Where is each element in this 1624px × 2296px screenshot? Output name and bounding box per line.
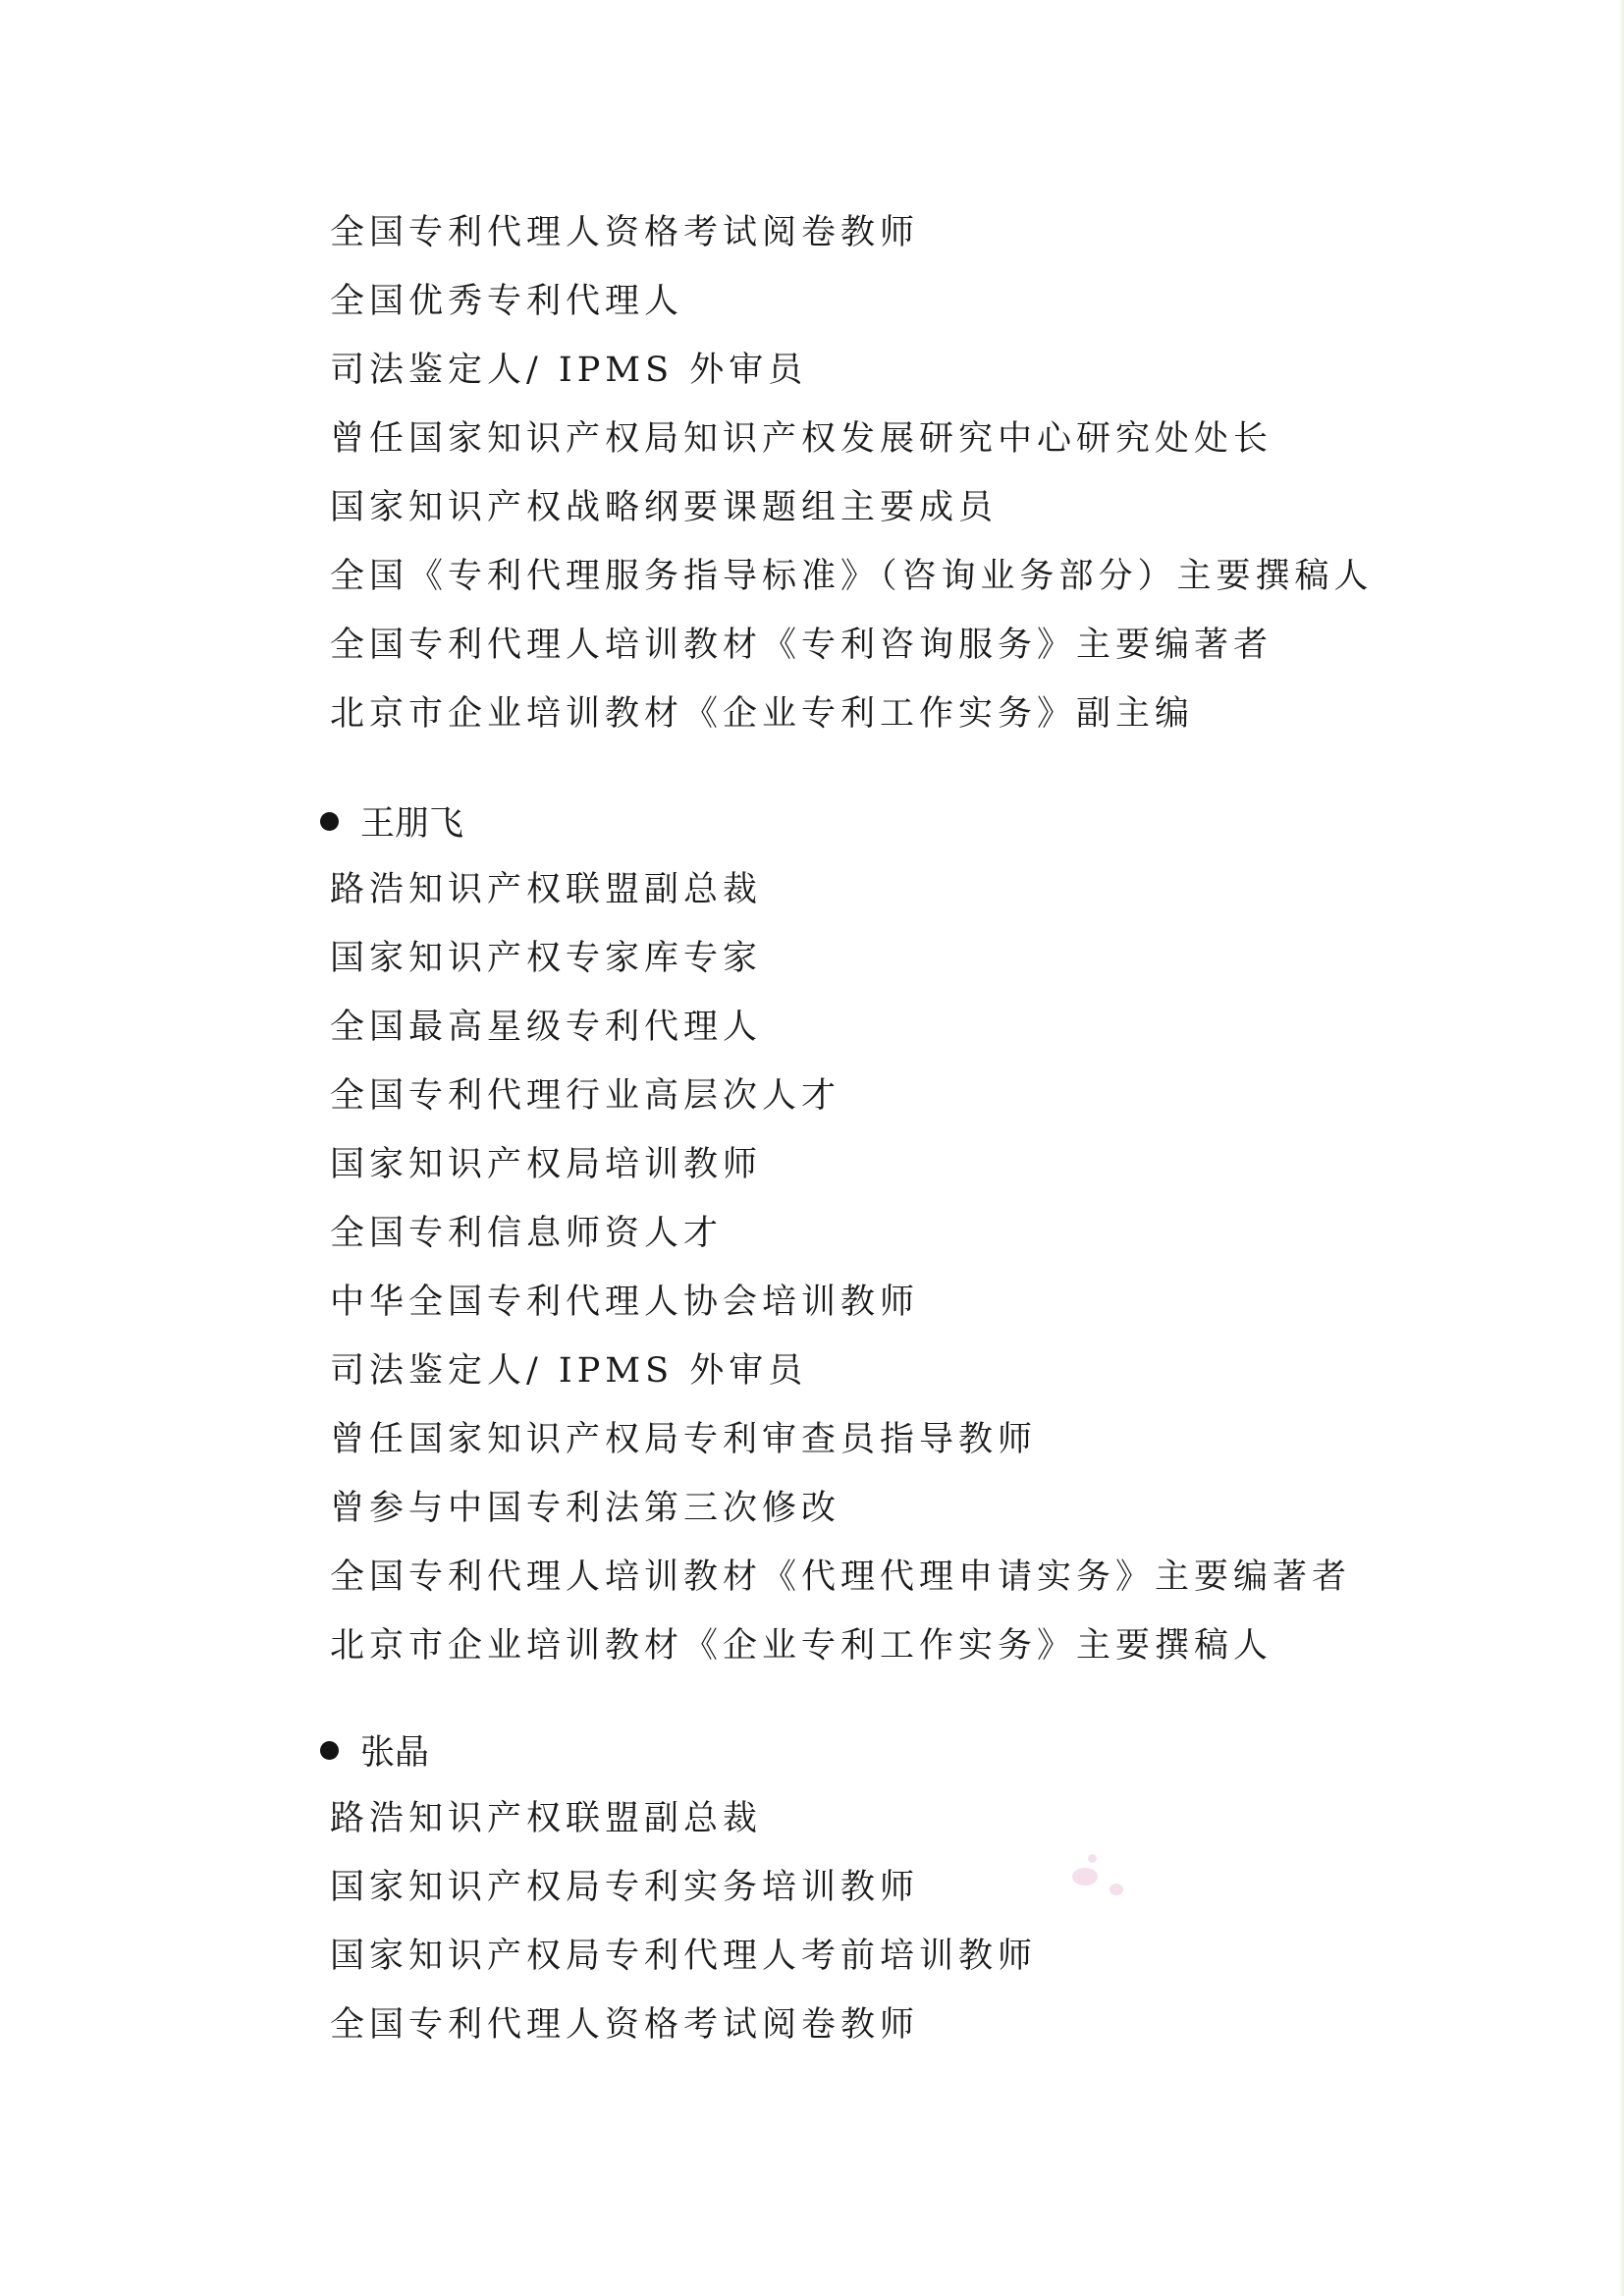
list-item: 北京市企业培训教材《企业专利工作实务》副主编 bbox=[330, 694, 1195, 734]
list-item: 路浩知识产权联盟副总裁 bbox=[330, 870, 763, 909]
list-item: 全国最高星级专利代理人 bbox=[330, 1008, 763, 1047]
list-item: 中华全国专利代理人协会培训教师 bbox=[330, 1283, 920, 1322]
bullet-icon bbox=[320, 812, 339, 831]
list-item: 路浩知识产权联盟副总裁 bbox=[330, 1799, 763, 1838]
list-item: 司法鉴定人/ IPMS 外审员 bbox=[330, 351, 808, 390]
list-item: 北京市企业培训教材《企业专利工作实务》主要撰稿人 bbox=[330, 1626, 1273, 1666]
list-item: 全国专利代理人培训教材《代理代理申请实务》主要编著者 bbox=[330, 1558, 1352, 1597]
scan-artifact bbox=[1072, 1868, 1098, 1886]
list-item: 曾任国家知识产权局专利审查员指导教师 bbox=[330, 1420, 1038, 1459]
list-item: 国家知识产权局培训教师 bbox=[330, 1145, 763, 1184]
person-heading bbox=[320, 1731, 429, 1775]
list-item: 曾任国家知识产权局知识产权发展研究中心研究处处长 bbox=[330, 419, 1273, 459]
list-item: 全国专利代理人资格考试阅卷教师 bbox=[330, 213, 920, 252]
person-name: 王朋飞 bbox=[360, 804, 464, 844]
person-name: 张晶 bbox=[360, 1733, 430, 1773]
list-item: 曾参与中国专利法第三次修改 bbox=[330, 1489, 841, 1528]
bullet-icon bbox=[320, 1741, 339, 1760]
list-item: 国家知识产权局专利实务培训教师 bbox=[330, 1868, 920, 1907]
list-item: 全国专利代理行业高层次人才 bbox=[330, 1076, 841, 1116]
person-heading bbox=[320, 802, 463, 846]
list-item: 国家知识产权局专利代理人考前培训教师 bbox=[330, 1937, 1038, 1976]
list-item: 国家知识产权专家库专家 bbox=[330, 939, 763, 978]
scan-artifact bbox=[1088, 1854, 1097, 1863]
list-item: 全国专利代理人培训教材《专利咨询服务》主要编著者 bbox=[330, 626, 1273, 665]
list-item: 全国《专利代理服务指导标准》（咨询业务部分）主要撰稿人 bbox=[330, 557, 1374, 596]
list-item: 全国专利代理人资格考试阅卷教师 bbox=[330, 2005, 920, 2045]
list-item: 司法鉴定人/ IPMS 外审员 bbox=[330, 1351, 808, 1391]
scan-artifact bbox=[1110, 1884, 1123, 1895]
list-item: 全国优秀专利代理人 bbox=[330, 282, 684, 321]
page-edge bbox=[1619, 0, 1624, 2296]
list-item: 全国专利信息师资人才 bbox=[330, 1214, 724, 1253]
list-item: 国家知识产权战略纲要课题组主要成员 bbox=[330, 488, 999, 527]
